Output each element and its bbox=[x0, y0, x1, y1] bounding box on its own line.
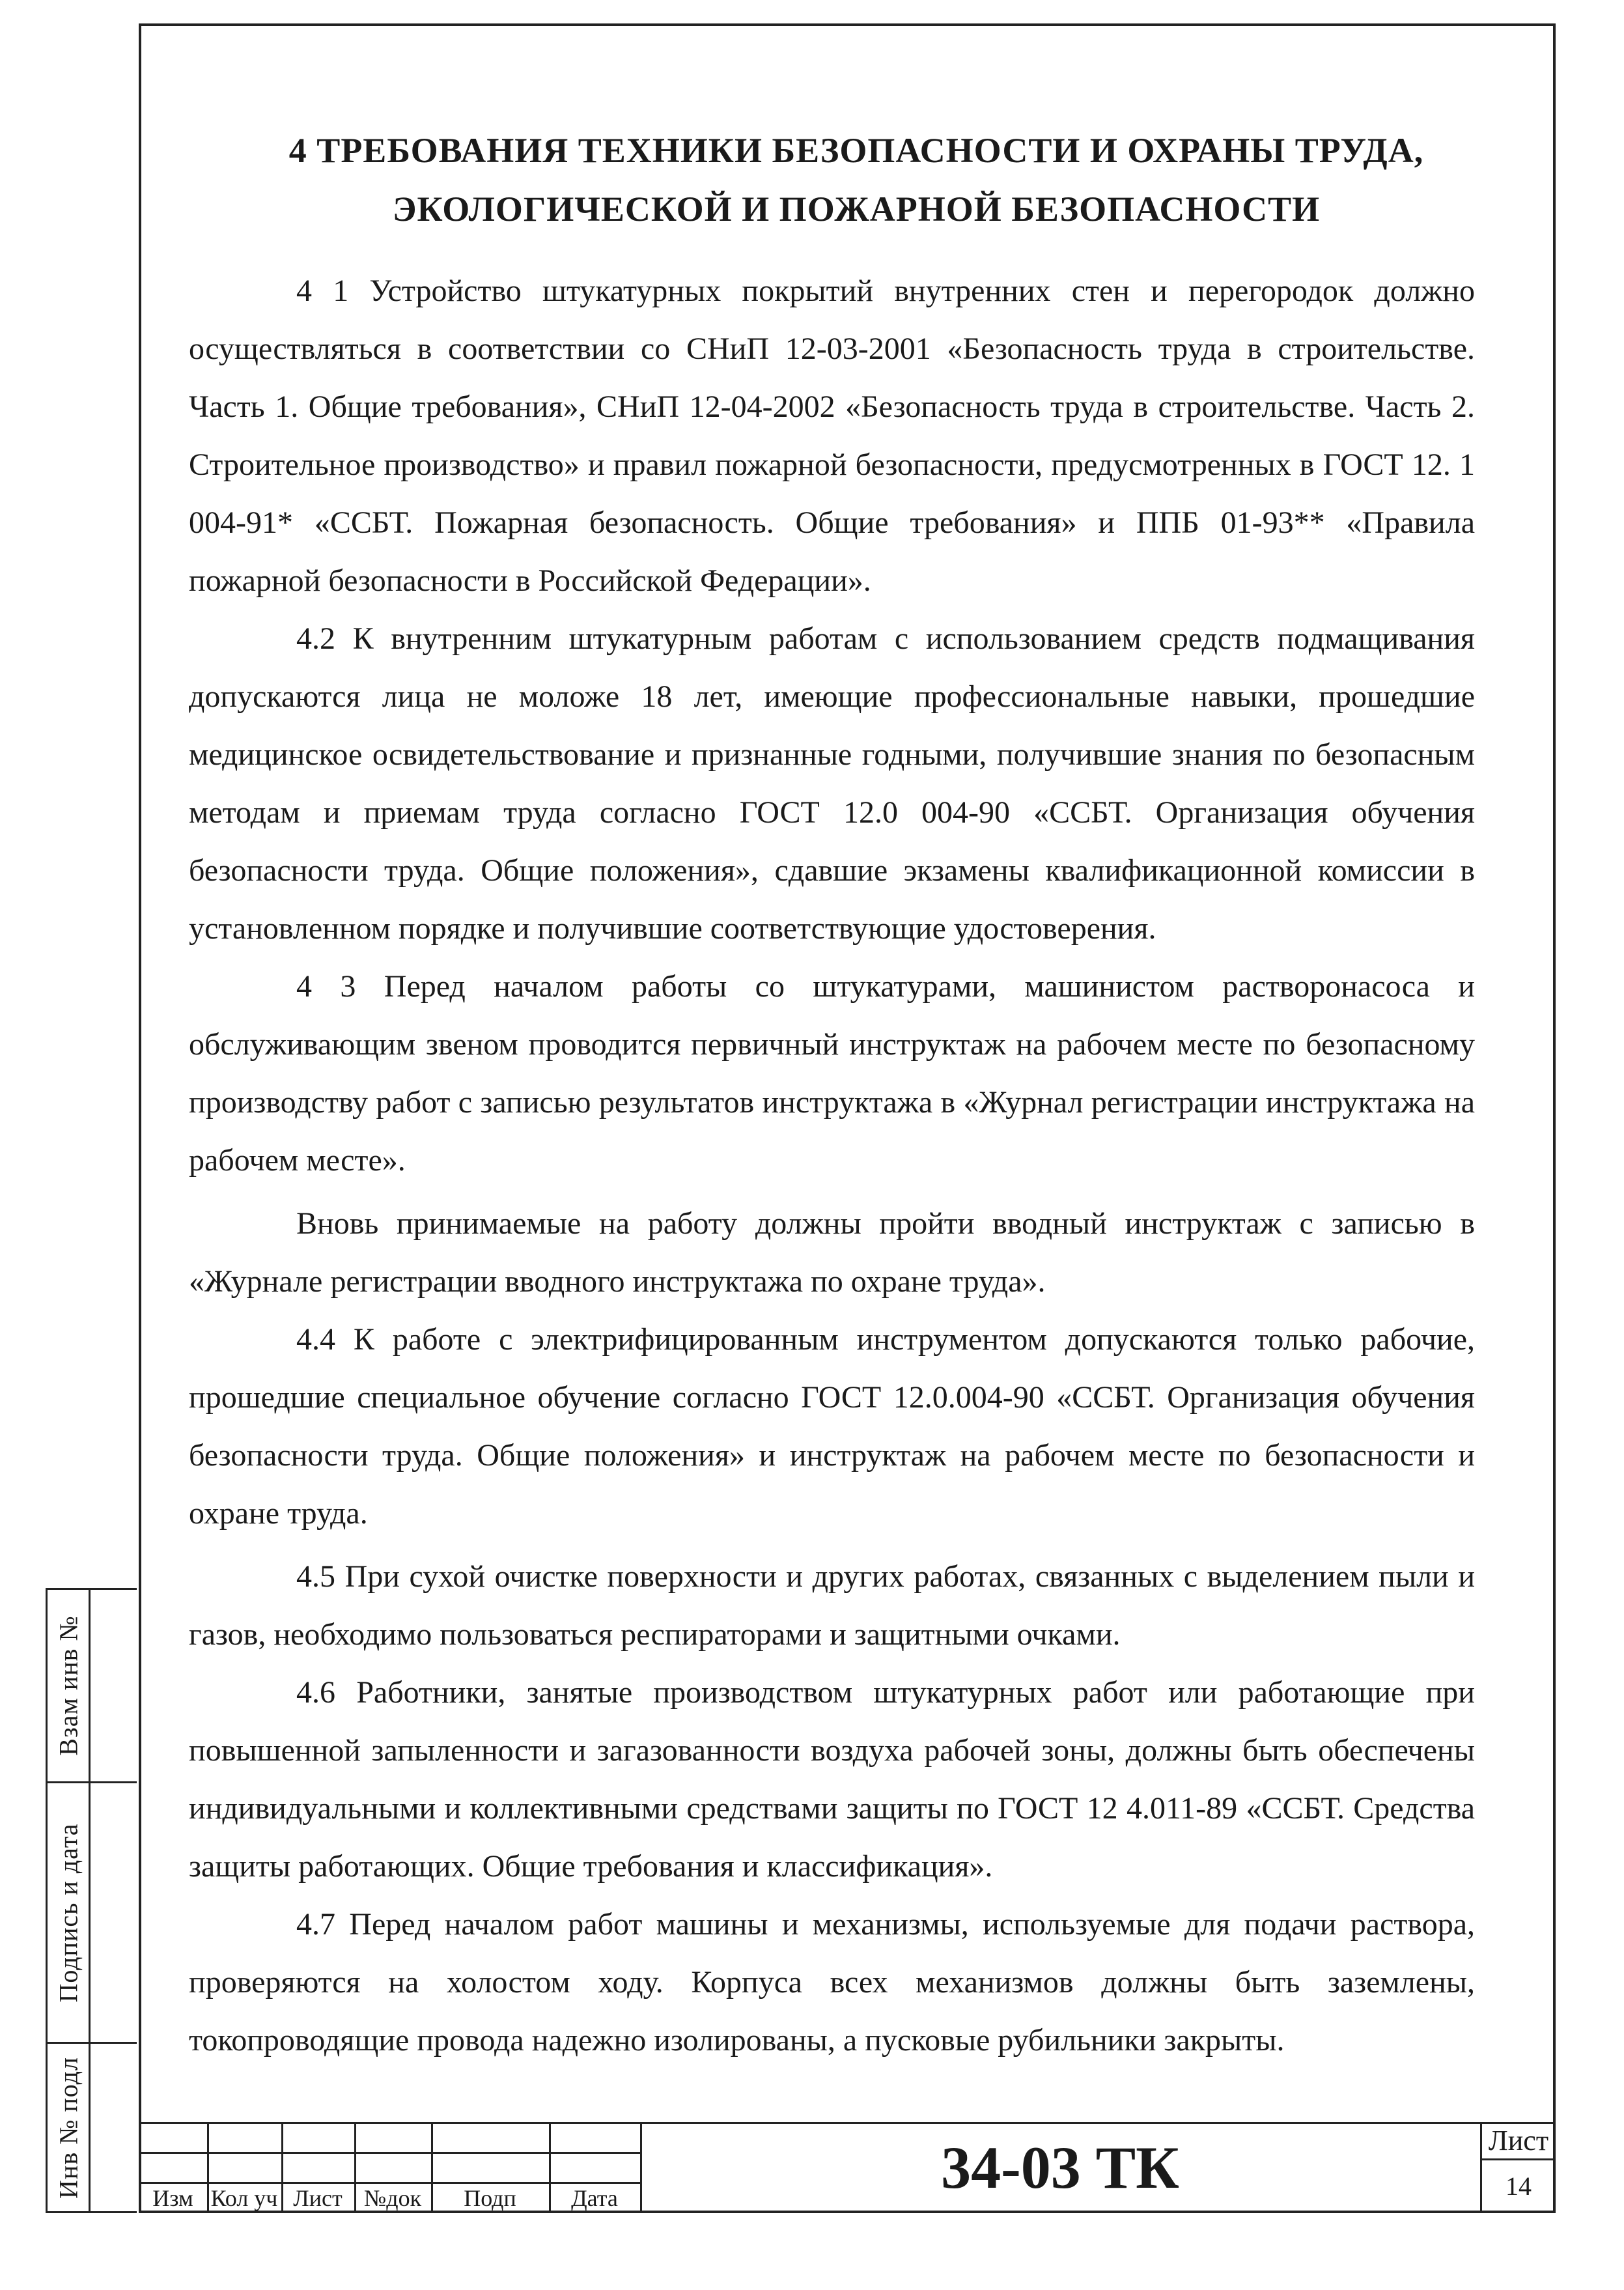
paragraph-4-2: 4.2 К внутренним штукатурным работам с использованием средств подмащивания допускаются лица не моложе 18 лет, имеющие профессиональные навыки, прошедшие медицинское освидетельствование и признанные годными, получившие знания по безопасным методам и приемам труда согласно ГОСТ 12.0 004-90 «ССБТ. Организация обучения безопасности труда. Общие положения», сдавшие экзамены квалификационной комиссии в установленном порядке и получившие соответствующие удостоверения. bbox=[189, 621, 1475, 946]
side-stamp-label: Взам инв № bbox=[53, 1615, 83, 1756]
side-stamp-label: Инв № подл bbox=[53, 2056, 83, 2199]
paragraph-4-4: 4.4 К работе с электрифицированным инструментом допускаются только рабочие, прошедшие специальное обучение согласно ГОСТ 12.0.004-90 «ССБТ. Организация обучения безопасности труда. Общие положения» и инструктаж на рабочем месте по безопасности и охране труда. bbox=[189, 1322, 1475, 1531]
col-caption-date: Дата bbox=[571, 2185, 618, 2211]
col-caption-sheet: Лист bbox=[293, 2185, 343, 2211]
col-caption-signature: Подп bbox=[464, 2185, 516, 2211]
side-stamp-signature-date bbox=[46, 1783, 137, 2044]
document-code: 34-03 ТК bbox=[941, 2134, 1179, 2201]
grid-rule bbox=[139, 2182, 640, 2184]
paragraph-4-7: 4.7 Перед началом работ машины и механизмы, используемые для подачи раствора, проверяются на холостом ходу. Корпуса всех механизмов должны быть заземлены, токопроводящие провода надежно изолированы, а пусковые рубильники закрыты. bbox=[189, 1907, 1475, 2057]
paragraph-intro-briefing: Вновь принимаемые на работу должны пройти вводный инструктаж с записью в «Журнале регистрации вводного инструктажа по охране труда». bbox=[189, 1206, 1475, 1299]
col-caption-count: Кол уч bbox=[210, 2185, 278, 2211]
paragraph-4-3: 4 3 Перед началом работы со штукатурами, машинистом растворонасоса и обслуживающим звеном проводится первичный инструктаж на рабочем месте по безопасному производству работ с записью результатов инструктажа в «Журнал регистрации инструктажа на рабочем месте». bbox=[189, 969, 1475, 1178]
side-stamp-replacement-inv bbox=[46, 1588, 137, 1783]
col-caption-doc-number: №док bbox=[363, 2185, 422, 2211]
section-heading-line-2: ЭКОЛОГИЧЕСКОЙ И ПОЖАРНОЙ БЕЗОПАСНОСТИ bbox=[392, 190, 1321, 229]
sheet-label: Лист bbox=[1488, 2125, 1549, 2156]
section-heading-line-1: 4 ТРЕБОВАНИЯ ТЕХНИКИ БЕЗОПАСНОСТИ И ОХРАНЫ ТРУДА, bbox=[288, 131, 1424, 170]
paragraph-4-6: 4.6 Работники, занятые производством штукатурных работ или работающие при повышенной запыленности и загазованности воздуха рабочей зоны, должны быть обеспечены индивидуальными и коллективными средствами защиты по ГОСТ 12 4.011-89 «ССБТ. Средства защиты работающих. Общие требования и классификация». bbox=[189, 1675, 1475, 1884]
grid-rule bbox=[139, 2152, 640, 2154]
side-stamp-label: Подпись и дата bbox=[53, 1822, 83, 2003]
body-text bbox=[189, 262, 1475, 2069]
col-caption-change: Изм bbox=[152, 2185, 193, 2211]
title-block bbox=[139, 2122, 1556, 2213]
paragraph-4-5: 4.5 При сухой очистке поверхности и других работах, связанных с выделением пыли и газов, необходимо пользоваться респираторами и защитными очками. bbox=[189, 1559, 1475, 1652]
sheet-number: 14 bbox=[1505, 2171, 1532, 2201]
paragraph-4-1: 4 1 Устройство штукатурных покрытий внутренних стен и перегородок должно осуществляться в соответствии со СНиП 12-03-2001 «Безопасность труда в строительстве. Часть 1. Общие требования», СНиП 12-04-2002 «Безопасность труда в строительстве. Часть 2. Строительное производство» и правил пожарной безопасности, предусмотренных в ГОСТ 12. 1 004-91* «ССБТ. Пожарная безопасность. Общие требования» и ППБ 01-93** «Правила пожарной безопасности в Российской Федерации». bbox=[189, 274, 1475, 598]
side-stamp-original-inv bbox=[46, 2044, 137, 2213]
